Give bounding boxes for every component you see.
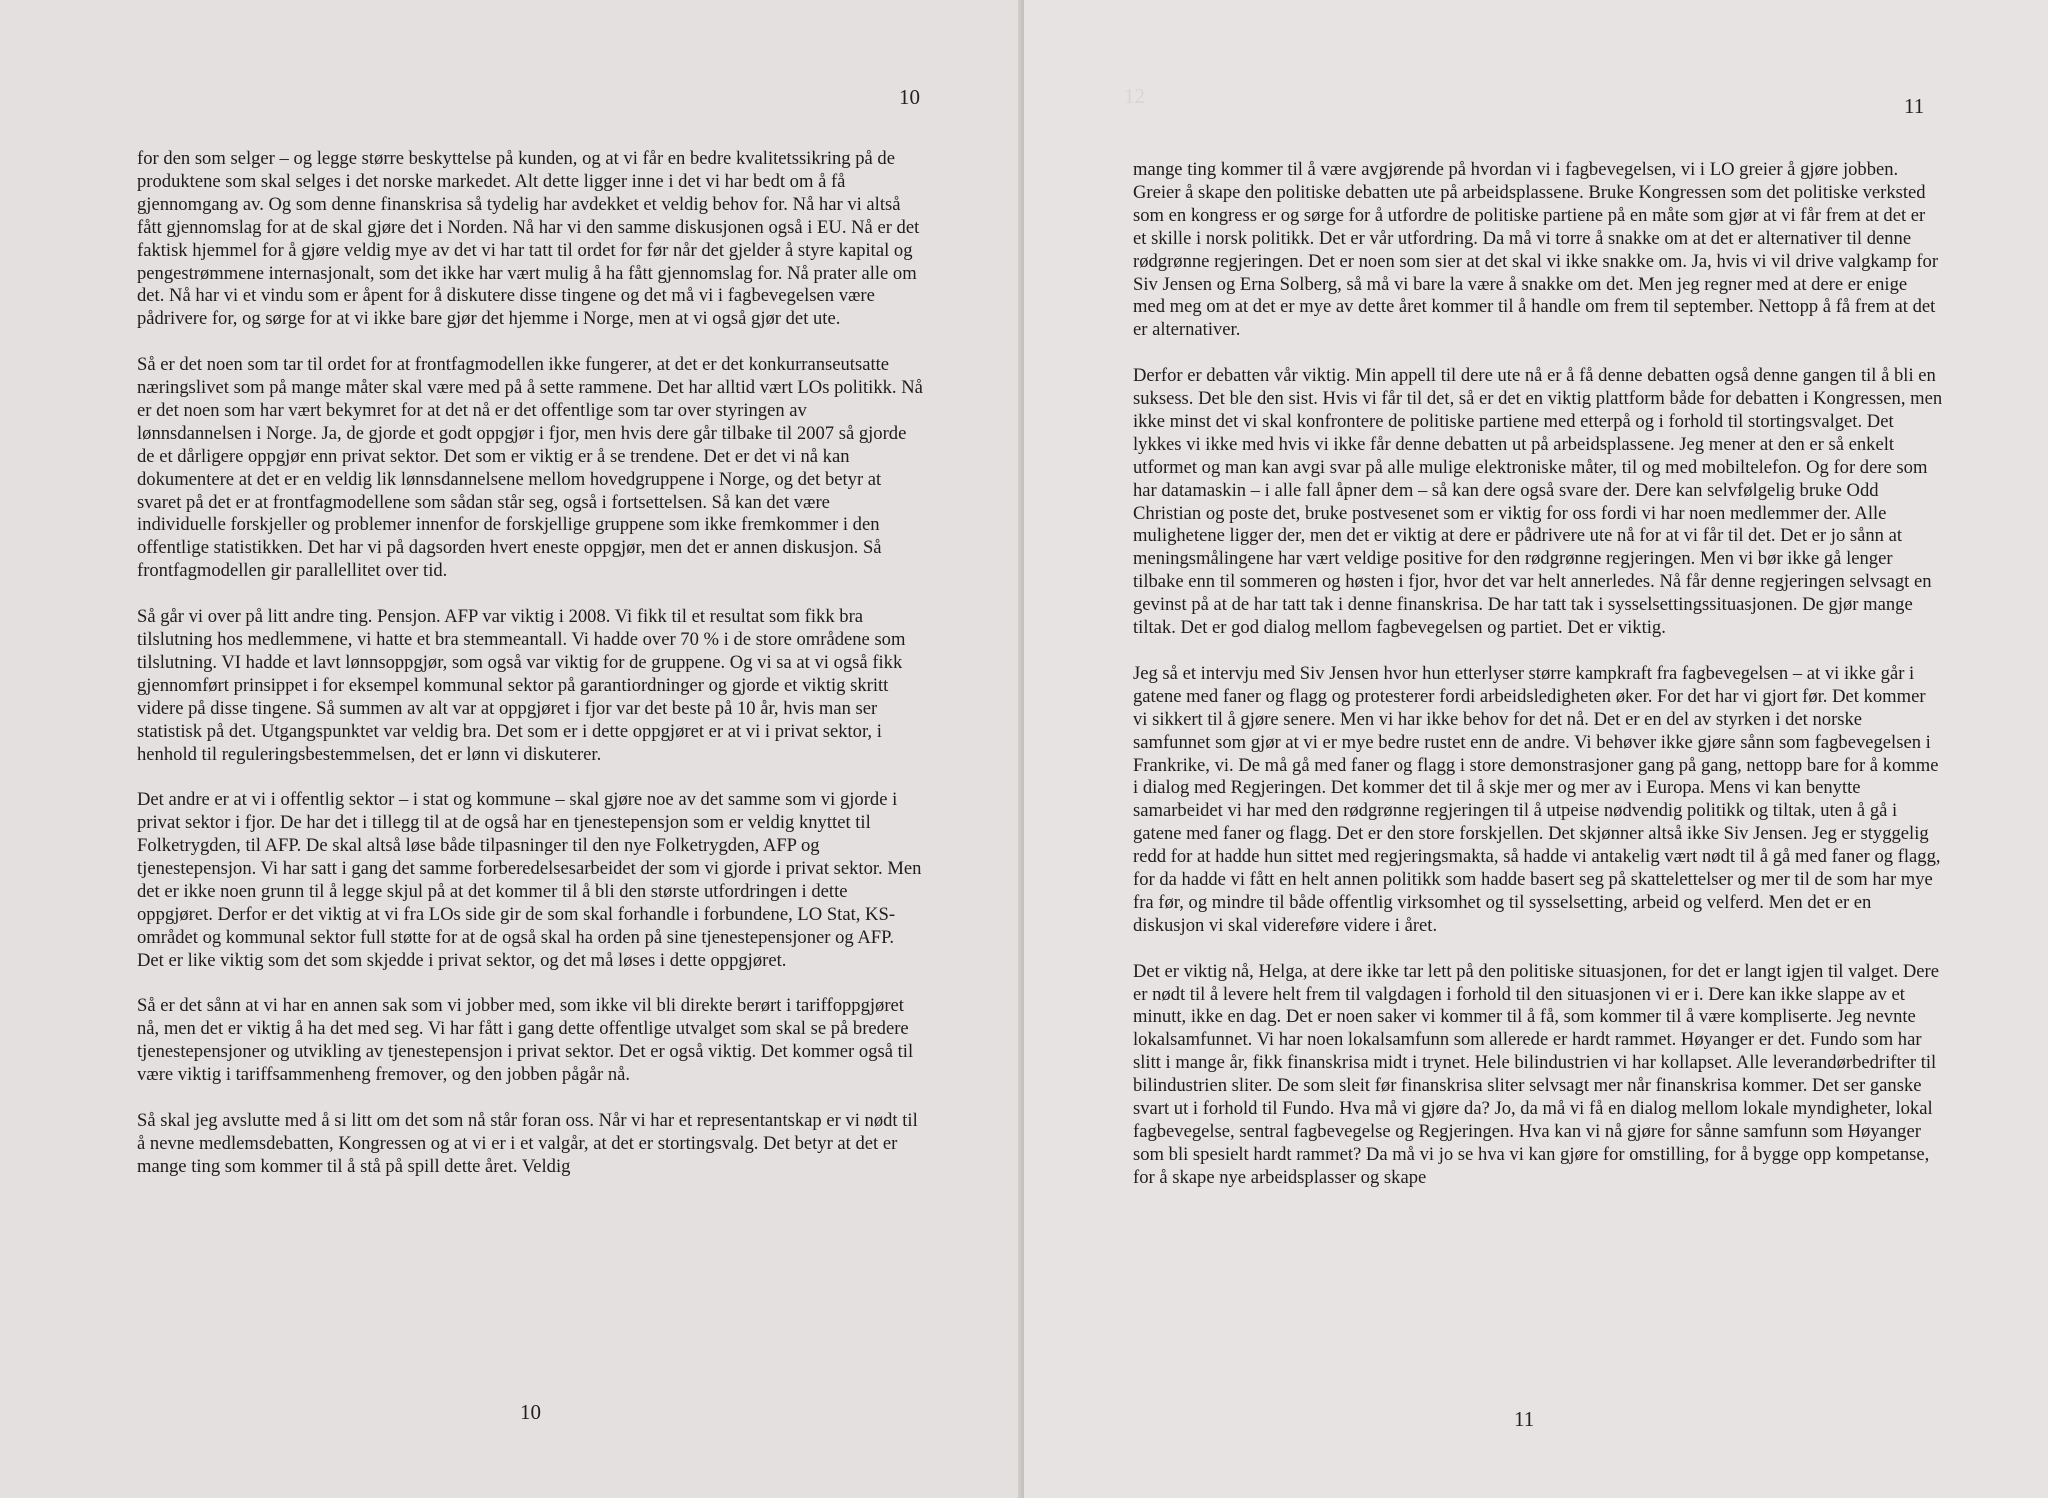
right-page [1024,0,2048,1498]
paragraph: for den som selger – og legge større beskyttelse på kunden, og at vi får en bedre kvalitetssikring på de produktene som skal selges i det norske markedet. Alt dette ligger inne i det vi har bedt om å få gjennomgang av. Og som denne finanskrisa så tydelig har avdekket et veldig behov for. Nå har vi altså fått gjennomslag for at de skal gjøre det i Norden. Nå har vi den samme diskusjonen også i EU. Nå er det faktisk hjemmel for å gjøre veldig mye av det vi har tatt til ordet for før når det gjelder å styre kapital og pengestrømmene internasjonalt, som det ikke har vært mulig å ha fått gjennomslag for. Nå prater alle om det. Nå har vi et vindu som er åpent for å diskutere disse tingene og det må vi i fagbevegelsen være pådrivere for, og sørge for at vi ikke bare gjør det hjemme i Norge, men at vi også gjør det ute. [137,148,920,330]
left-page-number-top: 10 [899,85,920,109]
right-page-number-bottom: 11 [1514,1407,1535,1431]
paragraph: mange ting kommer til å være avgjørende på hvordan vi i fagbevegelsen, vi i LO greier å gjøre jobben. Greier å skape den politiske debatten ute på arbeidsplassene. Bruke Kongressen som det politiske verksted som en kongress er og sørge for å utfordre de politiske partiene på en måte som gjør at vi får frem at det er et skille i norsk politikk. Det er vår utfordring. Da må vi torre å snakke om at det er alternativer til denne rødgrønne regjeringen. Det er noen som sier at det skal vi ikke snakke om. Ja, hvis vi vil drive valgkamp for Siv Jensen og Erna Solberg, så må vi bare la være å snakke om det. Men jeg regner med at dere er enige med meg om at det er mye av dette året kommer til å handle om frem til september. Nettopp å få frem at det er alternativer. [1133,159,1939,341]
bleed-through-number: 12 [1124,84,1145,108]
paragraph: Jeg så et intervju med Siv Jensen hvor hun etterlyser større kampkraft fra fagbevegelsen – at vi ikke går i gatene med faner og flagg og protesterer fordi arbeidsledigheten øker. For det har vi gjort før. Det kommer vi sikkert til å gjøre senere. Men vi har ikke behov for det nå. Det er en del av styrken i det norske samfunnet som gjør at vi er mye bedre rustet enn de andre. Vi behøver ikke gjøre sånn som fagbevegelsen i Frankrike, vi. De må gå med faner og flagg i store demonstrasjoner gang på gang, nettopp bare for å komme i dialog med Regjeringen. Det kommer det til å skje mer og mer av i Europa. Mens vi kan benytte samarbeidet vi har med den rødgrønne regjeringen til å utpeise nødvendig politikk og tiltak, uten å gå i gatene med faner og flagg. Det er den store forskjellen. Det skjønner altså ikke Siv Jensen. Jeg er styggelig redd for at hadde hun sittet med regjeringsmakta, så hadde vi antakelig vært nødt til å gå med faner og flagg, for da hadde vi fått en helt annen politikk som hadde basert seg på skattelettelser og mer til de som har mye fra før, og mindre til både offentlig virksomhet og til sysselsetting, arbeid og velferd. Men det er en diskusjon vi skal videreføre videre i året. [1133,662,1941,936]
right-page-body [1133,159,1943,1213]
paragraph: Så er det noen som tar til ordet for at frontfagmodellen ikke fungerer, at det er det konkurranseutsatte næringslivet som på mange måter skal være med på å sette rammene. Det har alltid vært LOs politikk. Nå er det noen som har vært bekymret for at det nå er det offentlige som tar over styringen av lønnsdannelsen i Norge. Ja, de gjorde et godt oppgjør i fjor, men hvis dere går tilbake til 2007 så gjorde de et dårligere oppgjør enn privat sektor. Det som er viktig er å se trendene. Det er det vi nå kan dokumentere at det er en veldig lik lønnsdannelsene mellom hovedgruppene i Norge, og det betyr at svaret på det er at frontfagmodellene som sådan står seg, også i fortsettelsen. Så kan det være individuelle forskjeller og problemer innenfor de forskjellige gruppene som ikke fremkommer i den offentlige statistikken. Det har vi på dagsorden hvert eneste oppgjør, men det er annen diskusjon. Så frontfagmodellen gir parallellitet over tid. [137,354,923,582]
paragraph: Så skal jeg avslutte med å si litt om det som nå står foran oss. Når vi har et representantskap er vi nødt til å nevne medlemsdebatten, Kongressen og at vi er i et valgår, at det er stortingsvalg. Det betyr at det er mange ting som kommer til å stå på spill dette året. Veldig [137,1109,918,1177]
paragraph: Så er det sånn at vi har en annen sak som vi jobber med, som ikke vil bli direkte berørt i tariffoppgjøret nå, men det er viktig å ha det med seg. Vi har fått i gang dette offentlige utvalget som skal se på bredere tjenestepensjoner og utvikling av tjenestepensjon i privat sektor. Det er også viktig. Det kommer også til være viktig i tariffsammenheng fremover, og den jobben pågår nå. [137,995,914,1086]
paragraph: Det andre er at vi i offentlig sektor – i stat og kommune – skal gjøre noe av det samme som vi gjorde i privat sektor i fjor. De har det i tillegg til at de også har en tjenestepensjon som er veldig knyttet til Folketrygden, til AFP. De skal altså løse både tilpasninger til den nye Folketrygden, AFP og tjenestepensjon. Vi har satt i gang det samme forberedelsesarbeidet der som vi gjorde i privat sektor. Men det er ikke noen grunn til å legge skjul på at det kommer til å bli den største utfordringen i dette oppgjøret. Derfor er det viktig at vi fra LOs side gir de som skal forhandle i forbundene, LO Stat, KS-området og kommunal sektor full støtte for at de også skal ha orden på sine tjenestepensjoner og AFP. Det er like viktig som det som skjedde i privat sektor, og det må løses i dette oppgjøret. [137,789,922,971]
right-page-number-top: 11 [1904,94,1925,118]
paragraph: Det er viktig nå, Helga, at dere ikke tar lett på den politiske situasjonen, for det er langt igjen til valget. Dere er nødt til å levere helt frem til valgdagen i forhold til den situasjonen vi er i. Dere kan ikke slappe av et minutt, ikke en dag. Det er noen saker vi kommer til å få, som kommer til å være kompliserte. Jeg nevnte lokalsamfunnet. Vi har noen lokalsamfunn som allerede er hardt rammet. Høyanger er det. Fundo som har slitt i mange år, fikk finanskrisa midt i trynet. Hele bilindustrien vi har kollapset. Alle leverandørbedrifter til bilindustrien sliter. De som sleit før finanskrisa sliter selvsagt mer når finanskrisa kommer. Det ser ganske svart ut i forhold til Fundo. Hva må vi gjøre da? Jo, da må vi få en dialog mellom lokale myndigheter, lokal fagbevegelse, sentral fagbevegelse og Regjeringen. Hva kan vi nå gjøre for sånne samfunn som Høyanger som bli spesielt hardt rammet? Da må vi jo se hva vi kan gjøre for omstilling, for å bygge opp kompetanse, for å skape nye arbeidsplasser og skape [1133,960,1939,1188]
paragraph: Så går vi over på litt andre ting. Pensjon. AFP var viktig i 2008. Vi fikk til et resultat som fikk bra tilslutning hos medlemmene, vi hatte et bra stemmeantall. Vi hadde over 70 % i de store områdene som tilslutning. VI hadde et lavt lønnsoppgjør, som også var viktig for de gruppene. Og vi sa at vi også fikk gjennomført prinsippet i for eksempel kommunal sektor på garantiordninger og gjorde et viktig skritt videre på disse tingene. Så summen av alt var at oppgjøret i fjor var det beste på 10 år, hvis man ser statistisk på det. Utgangspunktet var veldig bra. Det som er i dette oppgjøret er at vi i privat sektor, i henhold til reguleringsbestemmelsen, det er lønn vi diskuterer. [137,606,906,765]
left-page-number-bottom: 10 [520,1400,541,1424]
left-page-body [137,148,923,1202]
paragraph: Derfor er debatten vår viktig. Min appell til dere ute nå er å få denne debatten også denne gangen til å bli en suksess. Det ble den sist. Hvis vi får til det, så er det en viktig plattform både for debatten i Kongressen, men ikke minst det vi skal konfrontere de politiske partiene med etterpå og i forhold til stortingsvalget. Det lykkes vi ikke med hvis vi ikke får denne debatten ut på arbeidsplassene. Jeg mener at den er så enkelt utformet og man kan avgi svar på alle mulige elektroniske måter, til og med mobiltelefon. Og for dere som har datamaskin – i alle fall åpner dem – så kan dere også svare der. Dere kan selvfølgelig bruke Odd Christian og poste det, bruke postvesenet som er viktig for oss fordi vi har noen medlemmer der. Alle mulighetene ligger der, men det er viktig at dere er pådrivere ute nå for at vi får til det. Det er jo sånn at meningsmålingene har vært veldige positive for den rødgrønne regjeringen. Men vi bør ikke gå lenger tilbake enn til sommeren og høsten i fjor, hvor det var helt annerledes. Nå får denne regjeringen selvsagt en gevinst på at de har tatt tak i denne finanskrisa. De har tatt tak i sysselsettingssituasjonen. De gjør mange tiltak. Det er god dialog mellom fagbevegelsen og partiet. Det er viktig. [1133,365,1943,639]
